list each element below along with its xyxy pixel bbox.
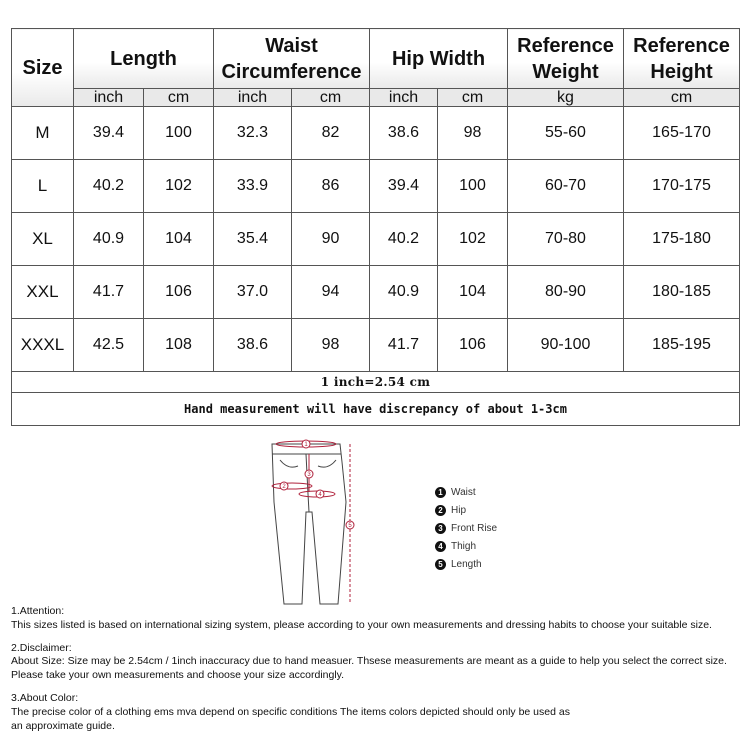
table-cell: 42.5 xyxy=(74,319,144,372)
table-cell: 40.9 xyxy=(74,213,144,266)
size-cell: XXL xyxy=(12,266,74,319)
discrepancy-note: Hand measurement will have discrepancy of about 1-3cm xyxy=(12,393,740,426)
pants-measurement-figure xyxy=(262,432,372,612)
table-cell: 165-170 xyxy=(624,107,740,160)
table-cell: 94 xyxy=(292,266,370,319)
table-cell: 106 xyxy=(144,266,214,319)
legend-label: Hip xyxy=(451,504,467,516)
unit-cell: kg xyxy=(508,89,624,107)
table-cell: 39.4 xyxy=(74,107,144,160)
table-row xyxy=(12,160,740,213)
header-weight-line2: Weight xyxy=(532,60,599,83)
table-row xyxy=(12,213,740,266)
table-row xyxy=(12,319,740,372)
legend-item-hip xyxy=(435,501,497,519)
legend-label: Waist xyxy=(451,486,476,498)
table-cell: 60-70 xyxy=(508,160,624,213)
measure-lines xyxy=(272,441,350,604)
notes-section xyxy=(11,605,747,742)
header-height-line1: Reference xyxy=(633,34,730,57)
table-row xyxy=(12,266,740,319)
unit-cell: cm xyxy=(624,89,740,107)
marker-1: 1 xyxy=(304,442,308,448)
table-cell: 175-180 xyxy=(624,213,740,266)
unit-cell: inch xyxy=(74,89,144,107)
unit-cell: cm xyxy=(292,89,370,107)
table-cell: 39.4 xyxy=(370,160,438,213)
size-cell: XL xyxy=(12,213,74,266)
table-cell: 37.0 xyxy=(214,266,292,319)
table-cell: 90-100 xyxy=(508,319,624,372)
legend-number: 3 xyxy=(435,523,446,534)
header-size: Size xyxy=(12,29,74,107)
measurement-legend xyxy=(435,483,497,574)
note-disclaimer xyxy=(11,642,747,683)
marker-2: 2 xyxy=(282,484,286,490)
table-cell: 104 xyxy=(438,266,508,319)
table-cell: 100 xyxy=(438,160,508,213)
header-waist xyxy=(214,29,370,89)
note-attention xyxy=(11,605,747,633)
table-cell: 41.7 xyxy=(74,266,144,319)
table-cell: 40.2 xyxy=(74,160,144,213)
table-cell: 55-60 xyxy=(508,107,624,160)
table-cell: 41.7 xyxy=(370,319,438,372)
table-cell: 98 xyxy=(292,319,370,372)
table-cell: 80-90 xyxy=(508,266,624,319)
note-color xyxy=(11,692,747,733)
size-chart-table xyxy=(11,28,740,426)
size-cell: L xyxy=(12,160,74,213)
size-cell: XXXL xyxy=(12,319,74,372)
legend-label: Length xyxy=(451,559,482,571)
header-height-line2: Height xyxy=(650,60,713,83)
table-cell: 86 xyxy=(292,160,370,213)
table-units-row xyxy=(12,89,740,107)
table-cell: 100 xyxy=(144,107,214,160)
size-cell: M xyxy=(12,107,74,160)
header-waist-line1: Waist xyxy=(265,34,318,57)
note-title: 1.Attention: xyxy=(11,605,65,617)
unit-cell: cm xyxy=(144,89,214,107)
unit-cell: cm xyxy=(438,89,508,107)
marker-3: 3 xyxy=(307,472,311,478)
table-header-row xyxy=(12,29,740,89)
discrepancy-row xyxy=(12,393,740,426)
table-cell: 32.3 xyxy=(214,107,292,160)
table-cell: 102 xyxy=(438,213,508,266)
note-line: This sizes listed is based on international sizing system, please according to your own measurements and dressing habits to choose your suitable size. xyxy=(11,618,712,631)
table-cell: 33.9 xyxy=(214,160,292,213)
note-title: 2.Disclaimer: xyxy=(11,641,72,654)
table-cell: 82 xyxy=(292,107,370,160)
note-line: an approximate guide. xyxy=(11,719,115,732)
marker-5: 5 xyxy=(348,523,352,529)
note-line: The precise color of a clothing ems mva depend on specific conditions The items colors depicted should only be used as xyxy=(11,705,570,718)
legend-item-thigh xyxy=(435,538,497,556)
table-cell: 90 xyxy=(292,213,370,266)
header-weight-line1: Reference xyxy=(517,34,614,57)
table-cell: 104 xyxy=(144,213,214,266)
table-cell: 40.2 xyxy=(370,213,438,266)
table-cell: 98 xyxy=(438,107,508,160)
header-hip: Hip Width xyxy=(370,29,508,89)
table-cell: 170-175 xyxy=(624,160,740,213)
note-line: About Size: Size may be 2.54cm / 1inch inaccuracy due to hand measuer. Thsese measurements are meant as a guide to help you select the correct size. xyxy=(11,655,727,668)
header-weight xyxy=(508,29,624,89)
table-cell: 38.6 xyxy=(214,319,292,372)
legend-number: 2 xyxy=(435,505,446,516)
legend-number: 5 xyxy=(435,559,446,570)
conversion-note: 1 inch=2.54 cm xyxy=(12,372,740,393)
legend-item-length xyxy=(435,556,497,574)
table-cell: 35.4 xyxy=(214,213,292,266)
table-cell: 40.9 xyxy=(370,266,438,319)
note-title: 3.About Color: xyxy=(11,691,79,704)
header-waist-line2: Circumference xyxy=(221,60,362,83)
legend-item-front-rise xyxy=(435,519,497,537)
legend-number: 1 xyxy=(435,487,446,498)
table-cell: 102 xyxy=(144,160,214,213)
table-cell: 185-195 xyxy=(624,319,740,372)
table-cell: 106 xyxy=(438,319,508,372)
table-cell: 38.6 xyxy=(370,107,438,160)
legend-label: Front Rise xyxy=(451,522,498,534)
note-line: Please take your own measurements and choose your size accordingly. xyxy=(11,669,345,682)
legend-label: Thigh xyxy=(451,541,477,553)
unit-cell: inch xyxy=(214,89,292,107)
legend-item-waist xyxy=(435,483,497,501)
table-cell: 70-80 xyxy=(508,213,624,266)
header-height xyxy=(624,29,740,89)
marker-4: 4 xyxy=(318,492,322,498)
legend-number: 4 xyxy=(435,541,446,552)
unit-cell: inch xyxy=(370,89,438,107)
measure-markers xyxy=(280,440,354,529)
header-length: Length xyxy=(74,29,214,89)
table-cell: 180-185 xyxy=(624,266,740,319)
conversion-row xyxy=(12,372,740,393)
table-cell: 108 xyxy=(144,319,214,372)
table-row xyxy=(12,107,740,160)
